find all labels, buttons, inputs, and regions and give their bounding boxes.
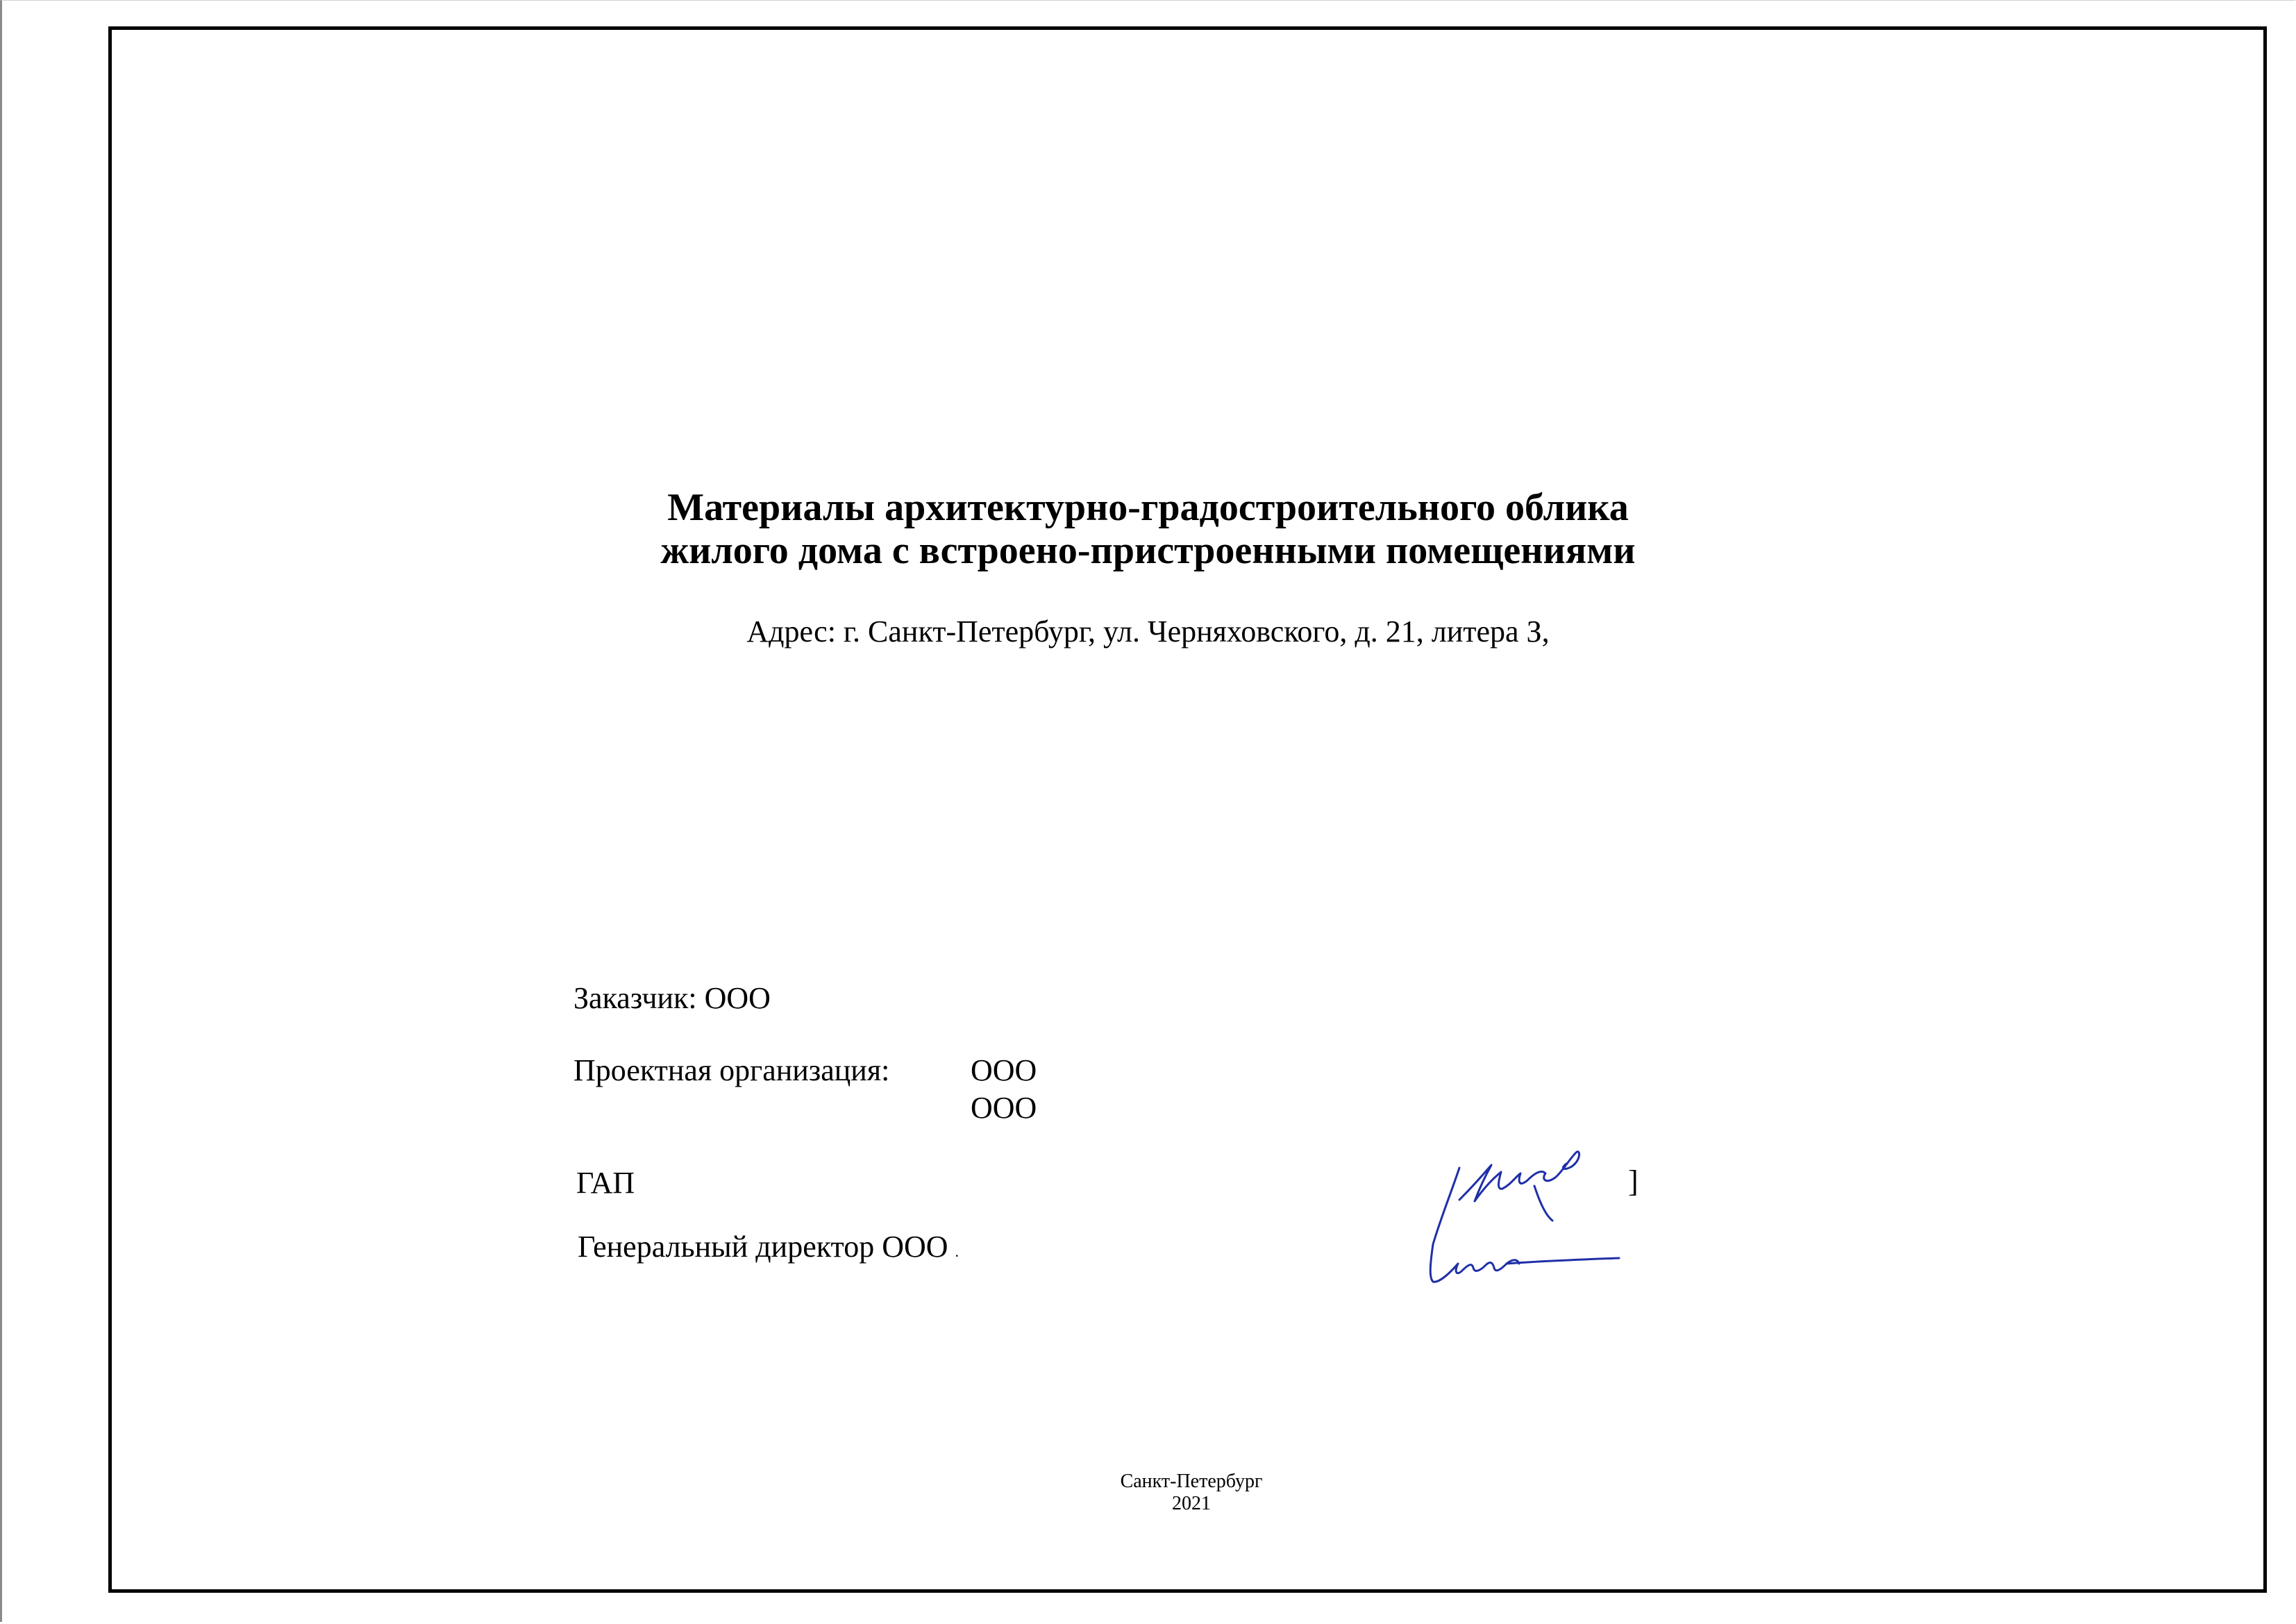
design-org-line-1: ООО: [971, 1053, 1037, 1087]
director-tail: .: [955, 1243, 960, 1260]
design-org-label: Проектная организация:: [573, 1053, 890, 1087]
drawing-frame: [108, 26, 2267, 1593]
customer-line: Заказчик: ООО: [573, 981, 771, 1015]
gap-label: ГАП: [576, 1166, 635, 1200]
document-title: [0, 486, 2296, 572]
address-line: Адрес: г. Санкт-Петербург, ул. Черняховского, д. 21, литера З,: [746, 614, 1550, 648]
handwritten-signature: [1423, 1139, 1625, 1291]
city-label: Санкт-Петербург: [1120, 1471, 1263, 1492]
director-text: Генеральный директор ООО: [578, 1230, 948, 1264]
year-label: 2021: [1172, 1493, 1211, 1514]
gap-bracket: ]: [1628, 1164, 1639, 1198]
title-line-1: Материалы архитектурно-градостроительного облика: [667, 486, 1629, 529]
title-line-2: жилого дома с встроено-пристроенными помещениями: [660, 529, 1636, 572]
director-line: [578, 1229, 959, 1270]
design-org-line-2: ООО: [971, 1091, 1037, 1125]
